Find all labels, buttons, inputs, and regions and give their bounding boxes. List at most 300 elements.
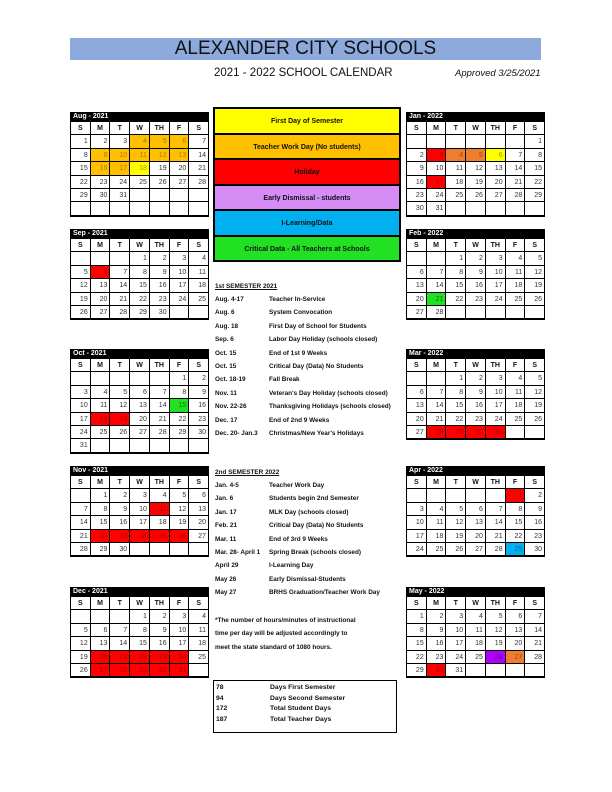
empty-cell xyxy=(170,306,190,319)
day-cell: 17 xyxy=(130,516,150,529)
empty-cell xyxy=(130,372,150,385)
empty-cell xyxy=(446,135,466,148)
weekday-label: M xyxy=(427,122,447,135)
total-row xyxy=(214,705,396,716)
month-calendar xyxy=(406,466,545,557)
week-row xyxy=(407,413,544,426)
empty-cell xyxy=(427,135,447,148)
day-cell: 30 xyxy=(150,664,170,677)
day-cell: 5 xyxy=(110,386,130,399)
weekday-label: S xyxy=(525,597,544,610)
day-cell: 15 xyxy=(525,162,544,175)
day-cell: 13 xyxy=(486,162,506,175)
day-cell: 15 xyxy=(506,516,526,529)
day-cell: 11 xyxy=(150,503,170,516)
day-cell: 2 xyxy=(525,489,544,502)
weekday-label: M xyxy=(91,597,111,610)
day-cell: 2 xyxy=(150,610,170,623)
total-label: Days Second Semester xyxy=(270,694,346,702)
instructional-time-note xyxy=(215,614,356,654)
week-row xyxy=(407,149,544,162)
day-cell: 11 xyxy=(189,266,208,279)
week-row xyxy=(407,543,544,556)
weekday-label: W xyxy=(466,476,486,489)
day-cell: 17 xyxy=(407,530,427,543)
weekday-label: W xyxy=(466,359,486,372)
day-cell: 22 xyxy=(130,293,150,306)
weekday-label: T xyxy=(446,122,466,135)
event-row xyxy=(215,522,380,535)
day-cell: 1 xyxy=(71,135,91,148)
weekday-label: W xyxy=(130,476,150,489)
day-cell: 19 xyxy=(110,413,130,426)
month-calendar xyxy=(70,349,209,454)
event-description: I-Learning Day xyxy=(269,562,314,570)
day-cell: 27 xyxy=(506,651,526,664)
day-cell: 6 xyxy=(407,266,427,279)
day-cell: 31 xyxy=(110,189,130,202)
day-cell: 21 xyxy=(150,413,170,426)
day-cell: 30 xyxy=(525,543,544,556)
day-cell: 18 xyxy=(189,637,208,650)
day-cell: 24 xyxy=(130,530,150,543)
day-cell: 27 xyxy=(91,306,111,319)
empty-cell xyxy=(110,610,130,623)
empty-cell xyxy=(506,135,526,148)
empty-cell xyxy=(189,439,208,452)
day-cell: 21 xyxy=(506,176,526,189)
day-cell: 16 xyxy=(189,399,208,412)
day-cell: 14 xyxy=(525,624,544,637)
day-cell: 26 xyxy=(446,543,466,556)
day-cell: 2 xyxy=(150,252,170,265)
day-cell: 3 xyxy=(427,149,447,162)
day-cell: 25 xyxy=(506,293,526,306)
week-row xyxy=(407,252,544,265)
day-cell: 17 xyxy=(170,279,190,292)
week-row xyxy=(71,610,208,623)
event-date: Oct. 15 xyxy=(215,349,237,357)
day-cell: 3 xyxy=(110,135,130,148)
day-cell: 20 xyxy=(130,413,150,426)
day-cell: 31 xyxy=(170,664,190,677)
week-row xyxy=(71,413,208,426)
week-row xyxy=(71,176,208,189)
weekday-label: S xyxy=(71,476,91,489)
day-cell: 10 xyxy=(486,266,506,279)
day-cell: 31 xyxy=(446,664,466,677)
day-cell: 23 xyxy=(150,293,170,306)
week-row xyxy=(71,489,208,502)
day-cell: 15 xyxy=(130,279,150,292)
day-cell: 7 xyxy=(71,503,91,516)
day-cell: 9 xyxy=(466,266,486,279)
day-cell: 15 xyxy=(130,637,150,650)
event-description: System Convocation xyxy=(269,309,333,317)
event-row xyxy=(215,350,391,363)
day-cell: 31 xyxy=(427,202,447,215)
month-header: Apr - 2022 xyxy=(407,466,544,476)
day-cell: 5 xyxy=(71,266,91,279)
event-date: Jan. 4-5 xyxy=(215,482,239,489)
weekday-label: TH xyxy=(150,239,170,252)
weekday-label: W xyxy=(466,597,486,610)
empty-cell xyxy=(446,306,466,319)
week-row xyxy=(407,202,544,215)
day-cell: 10 xyxy=(170,624,190,637)
empty-cell xyxy=(189,202,208,215)
month-header: Mar - 2022 xyxy=(407,349,544,359)
day-cell: 28 xyxy=(506,189,526,202)
day-cell: 2 xyxy=(110,489,130,502)
day-cell: 13 xyxy=(91,637,111,650)
weekday-label: S xyxy=(71,597,91,610)
weekday-label: TH xyxy=(150,476,170,489)
week-row xyxy=(71,252,208,265)
weekday-label: M xyxy=(427,597,447,610)
week-row xyxy=(407,426,544,439)
week-row xyxy=(71,543,208,556)
weekday-label: F xyxy=(170,359,190,372)
day-cell: 9 xyxy=(189,386,208,399)
day-cell: 20 xyxy=(91,293,111,306)
weekday-label: F xyxy=(506,597,526,610)
day-cell: 6 xyxy=(130,386,150,399)
weekday-label: W xyxy=(466,122,486,135)
day-cell: 26 xyxy=(170,530,190,543)
month-header: Aug - 2021 xyxy=(71,112,208,122)
day-cell: 28 xyxy=(427,306,447,319)
day-cell: 17 xyxy=(110,162,130,175)
day-cell: 17 xyxy=(486,279,506,292)
empty-cell xyxy=(446,202,466,215)
day-cell: 22 xyxy=(407,651,427,664)
day-cell: 17 xyxy=(486,399,506,412)
day-cell: 29 xyxy=(525,189,544,202)
event-description: Veteran's Day Holiday (schools closed) xyxy=(269,389,388,397)
empty-cell xyxy=(91,252,111,265)
event-description: First Day of School for Students xyxy=(269,322,367,330)
day-cell: 23 xyxy=(110,530,130,543)
event-description: End of 3rd 9 Weeks xyxy=(269,535,328,543)
total-number: 94 xyxy=(216,694,224,702)
empty-cell xyxy=(150,202,170,215)
week-row xyxy=(407,516,544,529)
day-cell: 13 xyxy=(130,399,150,412)
event-row xyxy=(215,509,380,522)
day-cell: 6 xyxy=(91,624,111,637)
day-cell: 21 xyxy=(110,293,130,306)
day-cell: 8 xyxy=(446,266,466,279)
day-cell: 26 xyxy=(71,664,91,677)
weekday-label: S xyxy=(71,122,91,135)
day-cell: 24 xyxy=(170,293,190,306)
day-cell: 13 xyxy=(466,516,486,529)
day-cell: 14 xyxy=(486,516,506,529)
day-cell: 5 xyxy=(486,610,506,623)
empty-cell xyxy=(407,489,427,502)
day-cell: 14 xyxy=(110,637,130,650)
day-cell: 16 xyxy=(407,176,427,189)
day-cell: 14 xyxy=(150,399,170,412)
weekday-label: F xyxy=(506,359,526,372)
day-cell: 12 xyxy=(525,266,544,279)
day-cell: 22 xyxy=(130,651,150,664)
day-cell: 27 xyxy=(466,543,486,556)
weekday-label: M xyxy=(427,359,447,372)
empty-cell xyxy=(506,202,526,215)
empty-cell xyxy=(189,189,208,202)
month-header: Oct - 2021 xyxy=(71,349,208,359)
day-cell: 11 xyxy=(506,266,526,279)
week-row xyxy=(407,386,544,399)
week-row xyxy=(71,293,208,306)
day-cell: 15 xyxy=(170,399,190,412)
week-row xyxy=(71,651,208,664)
color-legend xyxy=(213,107,401,262)
week-row xyxy=(71,266,208,279)
weekday-label: TH xyxy=(150,122,170,135)
empty-cell xyxy=(525,426,544,439)
day-cell: 13 xyxy=(407,399,427,412)
week-row xyxy=(407,293,544,306)
event-row xyxy=(215,549,380,562)
total-number: 172 xyxy=(216,705,228,712)
day-cell: 26 xyxy=(71,306,91,319)
day-cell: 25 xyxy=(91,426,111,439)
day-cell: 23 xyxy=(91,176,111,189)
empty-cell xyxy=(71,610,91,623)
day-cell: 19 xyxy=(486,637,506,650)
empty-cell xyxy=(486,664,506,677)
day-cell: 9 xyxy=(110,503,130,516)
total-row xyxy=(214,695,396,706)
day-cell: 21 xyxy=(189,162,208,175)
day-cell: 20 xyxy=(407,293,427,306)
day-cell: 7 xyxy=(110,266,130,279)
weekday-header-row xyxy=(71,597,208,610)
day-cell: 24 xyxy=(486,413,506,426)
weekday-label: M xyxy=(91,122,111,135)
day-cell: 8 xyxy=(525,149,544,162)
week-row xyxy=(71,439,208,452)
day-cell: 30 xyxy=(91,189,111,202)
district-title: ALEXANDER CITY SCHOOLS xyxy=(70,38,541,60)
day-cell: 15 xyxy=(91,516,111,529)
day-cell: 4 xyxy=(150,489,170,502)
empty-cell xyxy=(486,489,506,502)
day-cell: 27 xyxy=(407,426,427,439)
month-calendar xyxy=(406,229,545,320)
day-cell: 3 xyxy=(170,252,190,265)
empty-cell xyxy=(150,543,170,556)
event-date: May 27 xyxy=(215,589,237,597)
day-cell: 6 xyxy=(486,149,506,162)
weekday-label: W xyxy=(130,122,150,135)
day-cell: 12 xyxy=(71,279,91,292)
day-cell: 29 xyxy=(407,664,427,677)
day-cell: 11 xyxy=(91,399,111,412)
empty-cell xyxy=(91,439,111,452)
empty-cell xyxy=(506,306,526,319)
event-description: Spring Break (schools closed) xyxy=(269,548,361,556)
day-cell: 11 xyxy=(130,149,150,162)
day-cell: 2 xyxy=(427,610,447,623)
day-cell: 22 xyxy=(525,176,544,189)
day-cell: 27 xyxy=(189,530,208,543)
week-row xyxy=(407,399,544,412)
day-cell: 1 xyxy=(170,372,190,385)
event-description: Teacher Work Day xyxy=(269,482,325,489)
event-row xyxy=(215,376,391,389)
day-cell: 25 xyxy=(446,189,466,202)
day-cell: 17 xyxy=(71,413,91,426)
day-cell: 22 xyxy=(71,176,91,189)
day-cell: 29 xyxy=(130,306,150,319)
day-cell: 13 xyxy=(170,149,190,162)
day-cell: 2 xyxy=(407,149,427,162)
day-cell: 23 xyxy=(466,293,486,306)
day-cell: 22 xyxy=(506,530,526,543)
day-cell: 21 xyxy=(486,530,506,543)
weekday-label: TH xyxy=(486,239,506,252)
day-cell: 4 xyxy=(506,372,526,385)
day-cell: 25 xyxy=(130,176,150,189)
weekday-label: F xyxy=(170,597,190,610)
event-description: Early Dismissal-Students xyxy=(269,575,346,583)
weekday-label: S xyxy=(71,359,91,372)
weekday-label: T xyxy=(110,239,130,252)
week-row xyxy=(407,279,544,292)
day-cell: 9 xyxy=(427,624,447,637)
month-calendar xyxy=(70,229,209,320)
day-cell: 29 xyxy=(91,543,111,556)
event-date: April 29 xyxy=(215,562,239,570)
day-cell: 3 xyxy=(170,610,190,623)
empty-cell xyxy=(189,664,208,677)
day-cell: 28 xyxy=(525,651,544,664)
day-cell: 27 xyxy=(407,306,427,319)
weekday-label: S xyxy=(407,122,427,135)
event-row xyxy=(215,536,380,549)
empty-cell xyxy=(71,489,91,502)
weekday-label: M xyxy=(91,359,111,372)
day-cell: 13 xyxy=(506,624,526,637)
empty-cell xyxy=(525,664,544,677)
day-cell: 19 xyxy=(525,399,544,412)
weekday-label: TH xyxy=(486,359,506,372)
empty-cell xyxy=(91,202,111,215)
day-cell: 19 xyxy=(525,279,544,292)
approved-date: Approved 3/25/2021 xyxy=(455,68,541,79)
event-description: BRHS Graduation/Teacher Work Day xyxy=(269,589,380,597)
empty-cell xyxy=(170,439,190,452)
day-cell: 1 xyxy=(91,489,111,502)
day-cell: 29 xyxy=(446,426,466,439)
day-cell: 27 xyxy=(130,426,150,439)
empty-cell xyxy=(189,543,208,556)
day-cell: 17 xyxy=(446,637,466,650)
total-label: Days First Semester xyxy=(270,684,336,691)
month-calendar xyxy=(406,349,545,440)
empty-cell xyxy=(525,306,544,319)
event-date: Oct. 15 xyxy=(215,362,237,370)
empty-cell xyxy=(427,252,447,265)
weekday-label: S xyxy=(71,239,91,252)
weekday-label: S xyxy=(407,359,427,372)
day-cell: 26 xyxy=(466,189,486,202)
empty-cell xyxy=(110,252,130,265)
day-cell: 19 xyxy=(71,293,91,306)
day-cell: 24 xyxy=(110,176,130,189)
event-date: Aug. 18 xyxy=(215,322,239,330)
day-cell: 5 xyxy=(525,252,544,265)
legend-item: Early Dismissal - students xyxy=(214,185,400,211)
event-description: Fall Break xyxy=(269,376,300,384)
empty-cell xyxy=(466,489,486,502)
empty-cell xyxy=(446,489,466,502)
day-cell: 22 xyxy=(91,530,111,543)
day-cell: 26 xyxy=(150,176,170,189)
event-description: End of 2nd 9 Weeks xyxy=(269,416,330,424)
weekday-label: S xyxy=(407,597,427,610)
month-calendar xyxy=(406,587,545,678)
weekday-label: S xyxy=(525,476,544,489)
weekday-label: TH xyxy=(486,476,506,489)
event-date: Jan. 6 xyxy=(215,495,234,503)
empty-cell xyxy=(427,489,447,502)
day-cell: 10 xyxy=(407,516,427,529)
weekday-label: F xyxy=(170,476,190,489)
weekday-label: F xyxy=(506,476,526,489)
day-cell: 10 xyxy=(427,162,447,175)
day-cell: 16 xyxy=(466,399,486,412)
week-row xyxy=(71,372,208,385)
day-cell: 23 xyxy=(427,651,447,664)
day-cell: 18 xyxy=(427,530,447,543)
day-cell: 26 xyxy=(525,413,544,426)
weekday-label: TH xyxy=(486,597,506,610)
weekday-label: S xyxy=(407,239,427,252)
event-date: Oct. 18-19 xyxy=(215,376,246,384)
day-cell: 20 xyxy=(91,651,111,664)
month-calendar xyxy=(406,112,545,217)
day-cell: 25 xyxy=(466,651,486,664)
day-cell: 13 xyxy=(189,503,208,516)
total-row xyxy=(214,716,396,727)
day-cell: 23 xyxy=(525,530,544,543)
week-row xyxy=(407,610,544,623)
day-cell: 8 xyxy=(130,266,150,279)
weekday-label: S xyxy=(407,476,427,489)
week-row xyxy=(71,530,208,543)
weekday-label: S xyxy=(189,476,208,489)
day-cell: 18 xyxy=(91,413,111,426)
day-cell: 29 xyxy=(170,426,190,439)
day-cell: 11 xyxy=(427,516,447,529)
week-row xyxy=(71,516,208,529)
event-row xyxy=(215,417,391,430)
day-cell: 29 xyxy=(506,543,526,556)
day-cell: 11 xyxy=(506,386,526,399)
day-cell: 7 xyxy=(525,610,544,623)
week-row xyxy=(71,426,208,439)
day-cell: 4 xyxy=(506,252,526,265)
day-cell: 6 xyxy=(506,610,526,623)
day-cell: 10 xyxy=(446,624,466,637)
day-totals xyxy=(213,680,397,733)
day-cell: 29 xyxy=(130,664,150,677)
